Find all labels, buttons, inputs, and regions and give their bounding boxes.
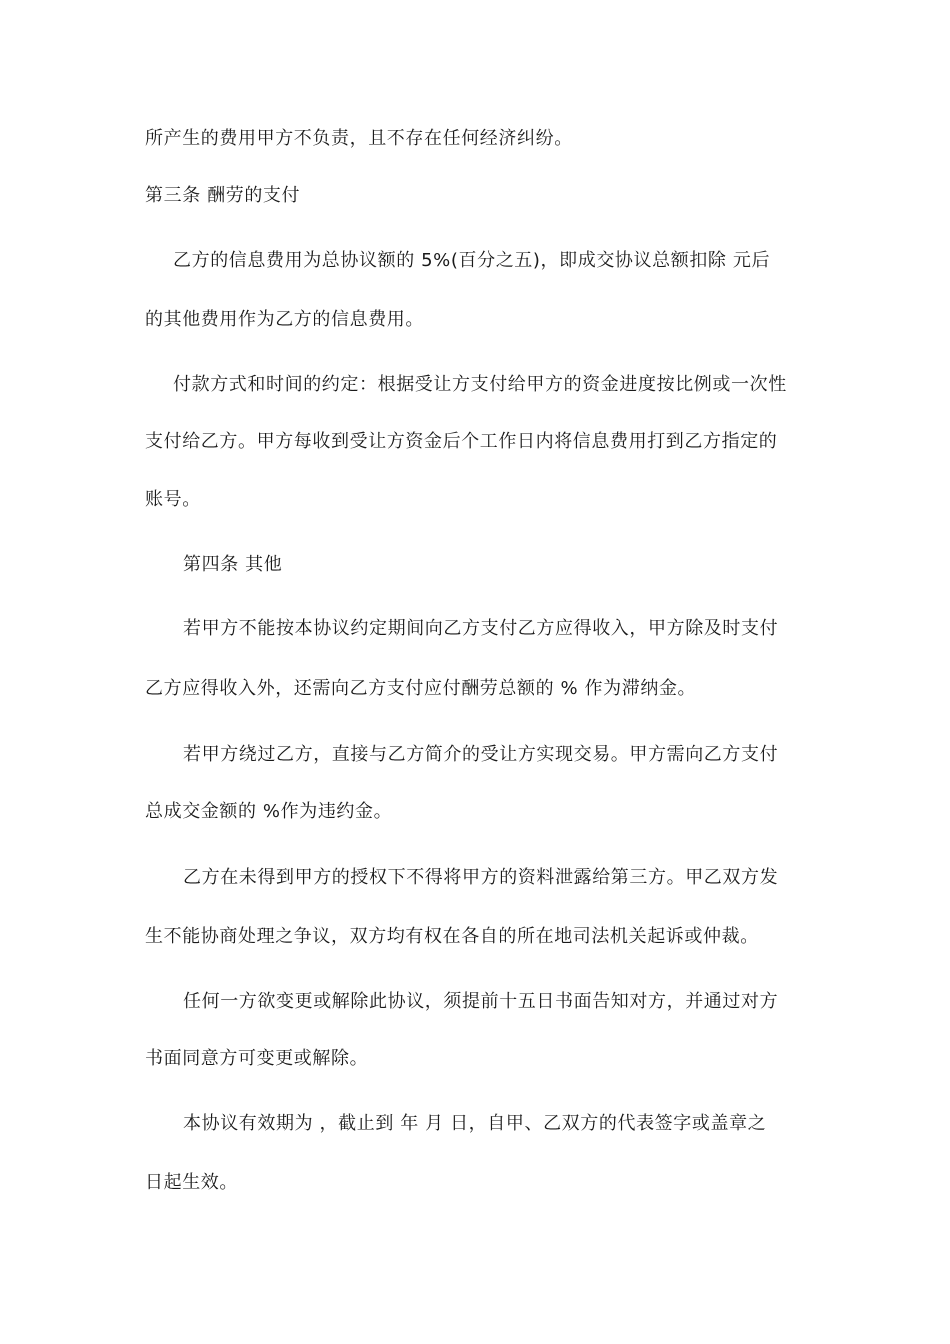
text-line: 生不能协商处理之争议，双方均有权在各自的所在地司法机关起诉或仲裁。: [145, 926, 759, 947]
text-line: 本协议有效期为 ，截止到 年 月 日，自甲、乙双方的代表签字或盖章之: [183, 1113, 767, 1134]
text-line: 乙方在未得到甲方的授权下不得将甲方的资料泄露给第三方。甲乙双方发: [183, 867, 779, 888]
text-line: 所产生的费用甲方不负责，且不存在任何经济纠纷。: [145, 128, 573, 149]
text-line: 若甲方绕过乙方，直接与乙方简介的受让方实现交易。甲方需向乙方支付: [183, 744, 779, 765]
text-line: 付款方式和时间的约定：根据受让方支付给甲方的资金进度按比例或一次性: [173, 374, 787, 395]
text-line: 的其他费用作为乙方的信息费用。: [145, 309, 424, 330]
text-line: 总成交金额的 %作为违约金。: [145, 801, 393, 822]
text-line: 乙方的信息费用为总协议额的 5%(百分之五)，即成交协议总额扣除 元后: [173, 250, 771, 271]
text-line: 日起生效。: [145, 1172, 238, 1193]
text-line: 支付给乙方。甲方每收到受让方资金后个工作日内将信息费用打到乙方指定的: [145, 431, 778, 452]
section-heading-3: 第三条 酬劳的支付: [145, 185, 301, 206]
text-line: 乙方应得收入外，还需向乙方支付应付酬劳总额的 % 作为滞纳金。: [145, 678, 697, 699]
text-line: 书面同意方可变更或解除。: [145, 1048, 369, 1069]
section-heading-4: 第四条 其他: [183, 554, 283, 575]
text-line: 任何一方欲变更或解除此协议，须提前十五日书面告知对方，并通过对方: [183, 991, 779, 1012]
text-line: 若甲方不能按本协议约定期间向乙方支付乙方应得收入，甲方除及时支付: [183, 618, 779, 639]
text-line: 账号。: [145, 489, 201, 510]
